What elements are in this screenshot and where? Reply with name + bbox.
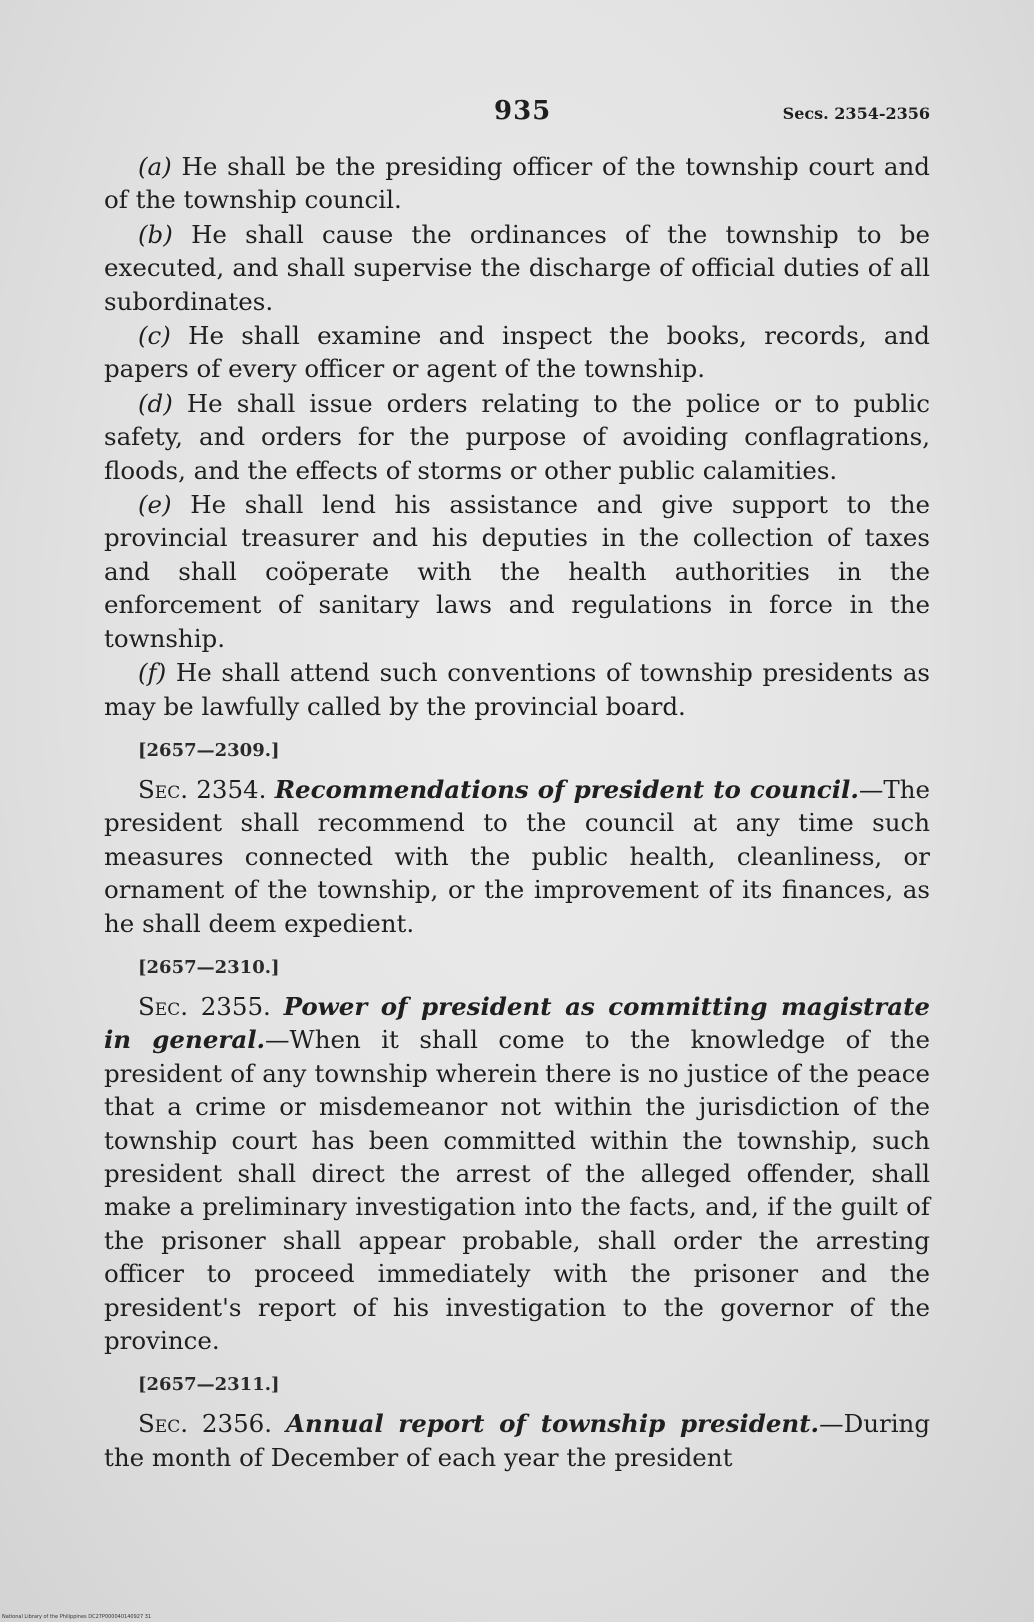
clause-text: He shall lend his assistance and give support to the provincial treasurer and his deputies in the collection of taxes and shall coöperate with the health authorities in the enforcement of sanitary laws and regulations in force in the township. <box>104 490 930 653</box>
clause-f <box>104 656 930 723</box>
section-title: Power of president as committing magistrate in general. <box>104 991 930 1055</box>
clause-c <box>104 319 930 386</box>
clause-text: He shall attend such conventions of township presidents as may be lawfully called by the provincial board. <box>104 658 930 721</box>
section-label: Sec. 2355. <box>138 991 271 1021</box>
clause-label: (b) <box>138 219 173 249</box>
clause-label: (a) <box>138 152 172 181</box>
page-body <box>104 150 930 1474</box>
section-2355 <box>104 990 930 1357</box>
clause-b <box>104 218 930 318</box>
section-label: Sec. 2354. <box>138 774 267 804</box>
section-text: —The president shall recommend to the council at any time such measures connected with the public health, cleanliness, or ornament of the township, or the improvement of its finances, as he shall deem expedient. <box>104 774 930 938</box>
section-text: —When it shall come to the knowledge of the president of any township wherein there is no justice of the peace that a crime or misdemeanor not within the jurisdiction of the township court has been committed within the township, such president shall direct the arrest of the alleged offender, shall make a preliminary investigation into the facts, and, if the guilt of the prisoner shall appear probable, shall order the arresting officer to proceed immediately with the prisoner and the president's report of his investigation to the governor of the province. <box>104 1025 931 1355</box>
page-header <box>104 96 930 136</box>
section-citation: [2657—2310.] <box>138 956 280 978</box>
clause-text: He shall examine and inspect the books, records, and papers of every officer or agent of the township. <box>104 321 930 384</box>
section-text: —During the month of December of each year the president <box>104 1409 931 1472</box>
section-citation: [2657—2311.] <box>138 1374 280 1396</box>
clause-a <box>104 150 930 217</box>
page-number: 935 <box>494 96 552 126</box>
clause-label: (e) <box>138 490 172 520</box>
section-title: Annual report of township president. <box>286 1409 820 1439</box>
clause-label: (c) <box>138 321 171 351</box>
section-citation: [2657—2309.] <box>138 739 280 761</box>
clause-label: (d) <box>138 388 173 418</box>
section-title: Recommendations of president to council. <box>274 774 859 804</box>
clause-text: He shall issue orders relating to the police or to public safety, and orders for the purpose of avoiding conflagrations, floods, and the effects of storms or other public calamities. <box>104 388 930 485</box>
section-2356 <box>104 1407 930 1474</box>
clause-text: He shall cause the ordinances of the township to be executed, and shall supervise the discharge of official duties of all subordinates. <box>104 219 930 316</box>
clause-label: (f) <box>138 658 167 688</box>
clause-text: He shall be the presiding officer of the township court and of the township council. <box>104 152 930 215</box>
section-2354 <box>104 773 930 940</box>
scan-footer: National Library of the Philippines DC27P000040140927 31 <box>2 1614 152 1620</box>
clause-e <box>104 488 930 655</box>
section-label: Sec. 2356. <box>138 1409 273 1439</box>
clause-d <box>104 387 930 487</box>
running-head: Secs. 2354-2356 <box>782 104 930 123</box>
